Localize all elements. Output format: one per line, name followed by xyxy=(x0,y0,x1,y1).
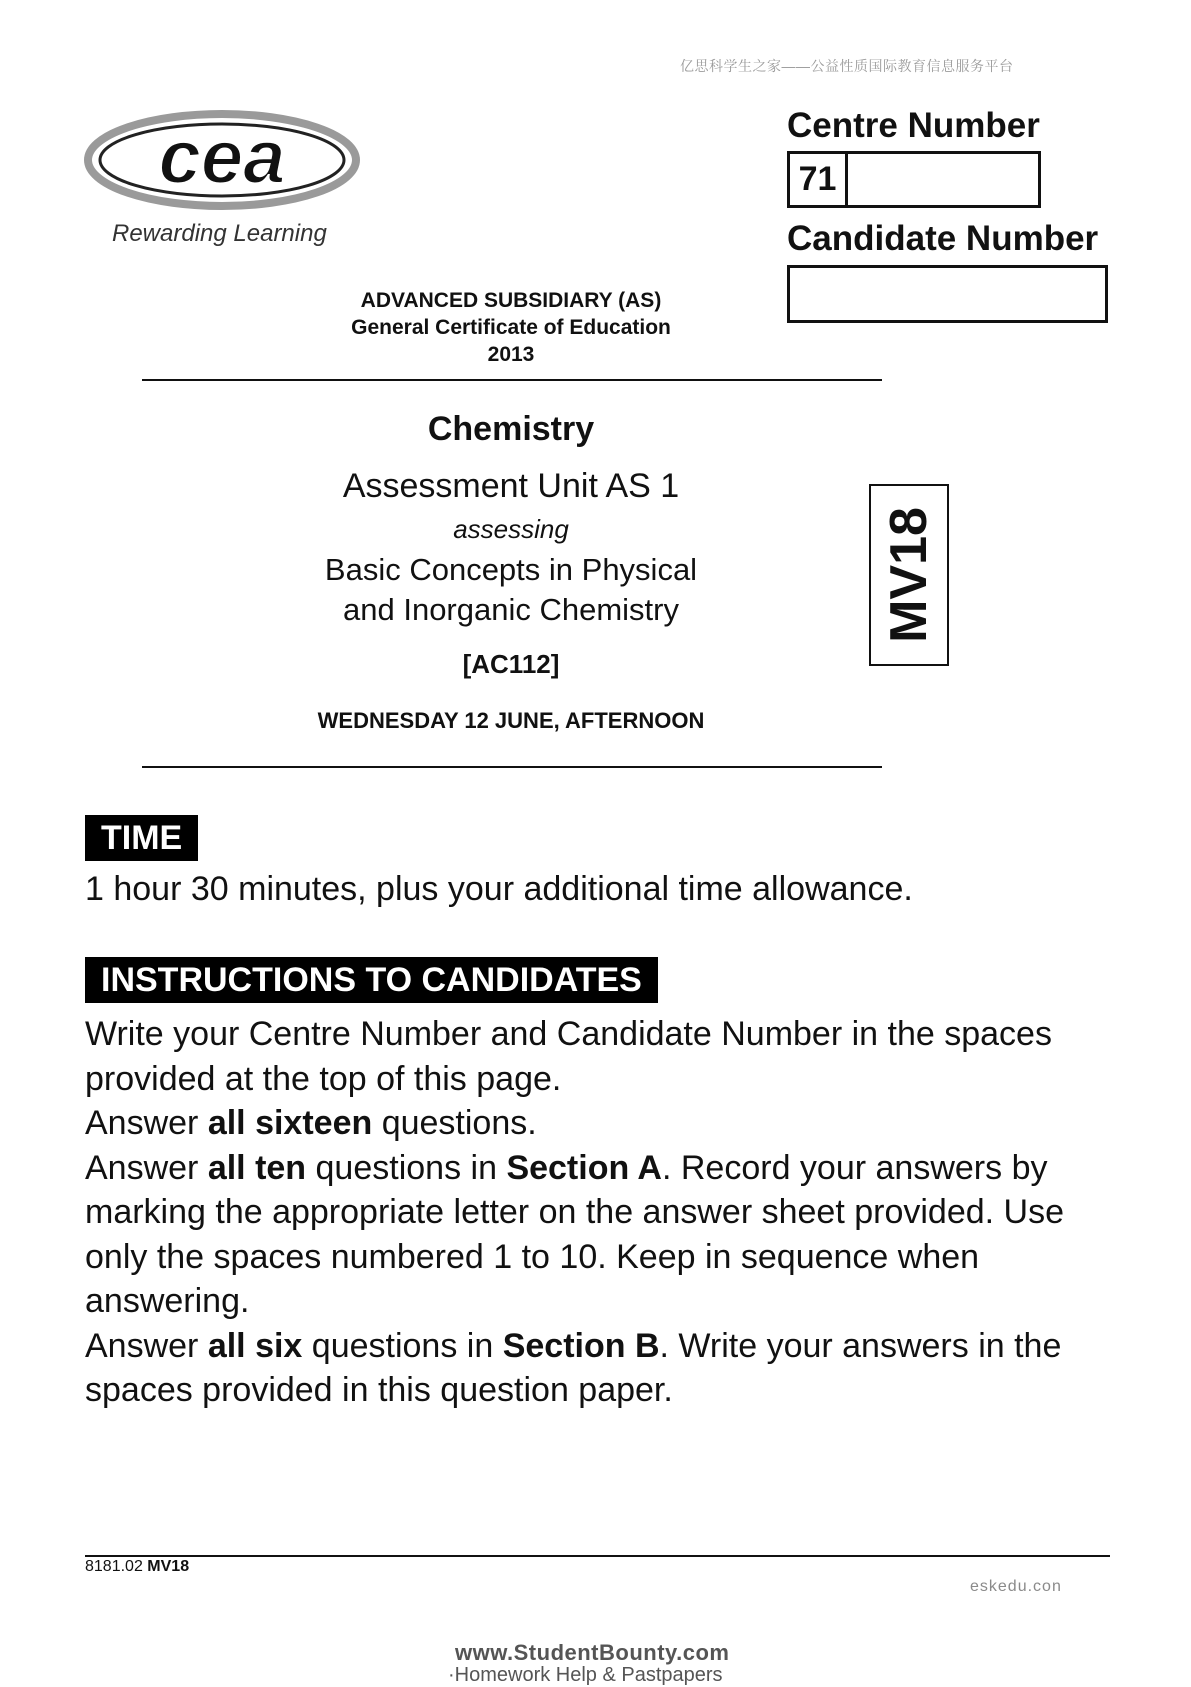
unit-description-line: and Inorganic Chemistry xyxy=(343,592,679,627)
instruction-item: Answer all sixteen questions. xyxy=(85,1104,537,1142)
studentbounty-url[interactable]: www.StudentBounty.com xyxy=(455,1640,730,1665)
logo-wordmark: cea xyxy=(158,115,286,200)
instructions-heading: INSTRUCTIONS TO CANDIDATES xyxy=(85,957,658,1003)
time-heading: TIME xyxy=(85,815,198,861)
unit-description-line: Basic Concepts in Physical xyxy=(324,552,698,587)
qualification-line: General Certificate of Education xyxy=(351,316,671,339)
time-text: 1 hour 30 minutes, plus your additional time allowance. xyxy=(85,870,913,908)
assessment-unit: Assessment Unit AS 1 xyxy=(342,467,680,505)
footer-divider xyxy=(85,1555,1110,1557)
unit-description xyxy=(140,550,882,630)
footer-code: 8181.02 MV18 xyxy=(85,1558,190,1575)
exam-date: WEDNESDAY 12 JUNE, AFTERNOON xyxy=(317,708,705,733)
logo-tagline: Rewarding Learning xyxy=(112,220,327,247)
qualification-line: ADVANCED SUBSIDIARY (AS) xyxy=(360,289,662,312)
divider-top xyxy=(142,379,882,381)
instruction-item: Answer all ten questions in Section A. Record your answers by marking the appropriate letter on the answer sheet provided. Use only the spaces numbered 1 to 10. Keep in sequence when answering. xyxy=(85,1148,1064,1320)
reference-code-box xyxy=(869,484,949,666)
watermark-bottom: eskedu.con xyxy=(970,1578,1062,1595)
instruction-item: Write your Centre Number and Candidate Number in the spaces provided at the top of this page. xyxy=(85,1015,1052,1098)
instructions-body xyxy=(85,1012,1125,1413)
qualification-block xyxy=(140,287,882,368)
centre-number-label: Centre Number xyxy=(787,106,1040,145)
divider-bottom xyxy=(142,766,882,768)
centre-number-prefix: 71 xyxy=(790,154,848,205)
qualification-year: 2013 xyxy=(487,343,535,366)
centre-number-field[interactable] xyxy=(787,151,1041,208)
assessing-label: assessing xyxy=(453,514,569,544)
studentbounty-tagline: ·Homework Help & Pastpapers xyxy=(448,1664,723,1686)
instruction-item: Answer all six questions in Section B. Write your answers in the spaces provided in this question paper. xyxy=(85,1326,1062,1409)
watermark-top: 亿思科学生之家——公益性质国际教育信息服务平台 xyxy=(680,58,1014,74)
candidate-number-label: Candidate Number xyxy=(787,219,1099,258)
subject-title: Chemistry xyxy=(427,410,595,448)
paper-code: [AC112] xyxy=(462,649,560,679)
reference-code: MV18 xyxy=(880,507,938,643)
